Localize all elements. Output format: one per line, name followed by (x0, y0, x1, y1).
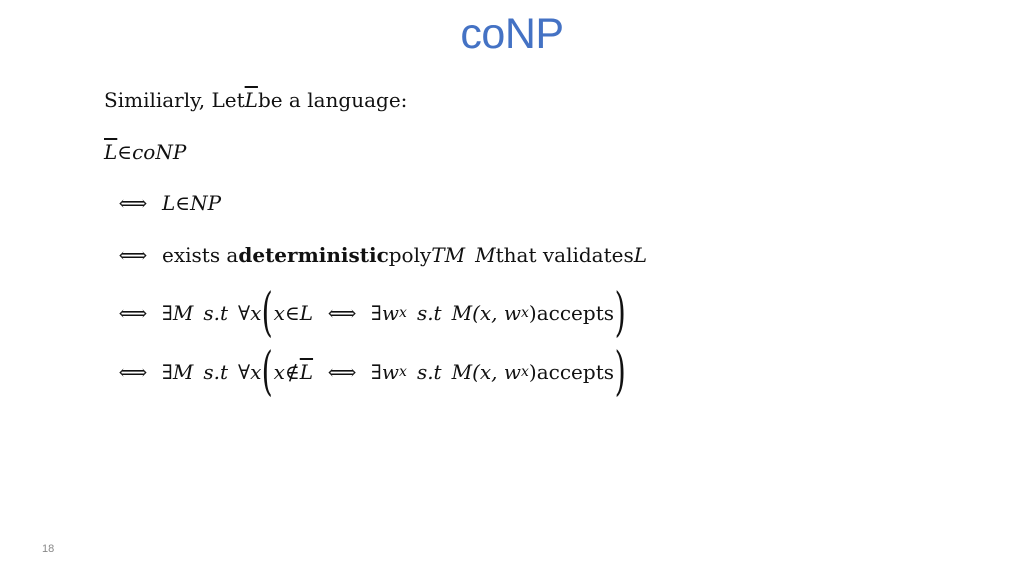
text: exists a (162, 243, 239, 267)
x: x (250, 301, 262, 325)
x: x (250, 360, 262, 384)
forall-symbol: ∀ (238, 301, 251, 325)
not-element-of: ∉ (284, 360, 300, 384)
L: L (162, 191, 176, 215)
exists-symbol: ∃ (162, 301, 173, 325)
left-paren: ( (261, 342, 274, 402)
w-subscript: x (521, 364, 529, 380)
element-of: ∈ (175, 191, 191, 215)
class-np: NP (190, 191, 222, 215)
M-of-x-w: M(x, w (451, 301, 522, 325)
w-subscript: x (521, 305, 529, 321)
close-paren: ) (528, 301, 537, 325)
line-l-in-np (104, 191, 221, 215)
page-number: 18 (42, 543, 55, 555)
element-of: ∈ (284, 301, 300, 325)
iff-arrow: ⟺ (118, 360, 148, 384)
L: L (299, 301, 314, 325)
line-forall-x-notin-Lbar (104, 342, 626, 402)
st: s.t (203, 301, 229, 325)
line-exists-tm (104, 243, 647, 267)
text: Similiarly, Let (104, 88, 245, 112)
accepts: accepts (536, 301, 614, 325)
accepts: accepts (536, 360, 614, 384)
class-conp: coNP (132, 140, 187, 164)
st: s.t (203, 360, 229, 384)
L-bar: $\overline{L}$ (299, 360, 314, 384)
M: M (172, 360, 194, 384)
exists-symbol: ∃ (371, 301, 382, 325)
slide-title: coNP (460, 10, 564, 58)
right-paren: ) (614, 342, 626, 402)
w-subscript: x (399, 364, 407, 380)
exists-symbol: ∃ (162, 360, 173, 384)
text: that validates (495, 243, 634, 267)
iff-arrow: ⟺ (118, 243, 148, 267)
x: x (273, 301, 285, 325)
L-bar: $\overline{L}$ (244, 88, 258, 112)
element-of: ∈ (117, 140, 133, 164)
L-bar: $\overline{L}$ (104, 140, 118, 164)
L: L (633, 243, 648, 267)
st: s.t (416, 360, 442, 384)
close-paren: ) (528, 360, 537, 384)
text: be a language: (257, 88, 408, 112)
w: w (381, 360, 400, 384)
M-of-x-w: M(x, w (451, 360, 522, 384)
line-lbar-in-conp (104, 140, 186, 164)
forall-symbol: ∀ (238, 360, 251, 384)
TM: TM (431, 243, 466, 267)
deterministic-bold: deterministic (238, 243, 389, 267)
w-subscript: x (399, 305, 407, 321)
exists-symbol: ∃ (371, 360, 382, 384)
left-paren: ( (261, 283, 274, 343)
iff-arrow: ⟺ (327, 301, 357, 325)
iff-arrow: ⟺ (118, 191, 148, 215)
M: M (172, 301, 194, 325)
iff-arrow: ⟺ (327, 360, 357, 384)
text: poly (388, 243, 432, 267)
right-paren: ) (614, 283, 626, 343)
line-language-definition (104, 88, 407, 112)
x: x (273, 360, 285, 384)
st: s.t (416, 301, 442, 325)
w: w (381, 301, 400, 325)
M: M (475, 243, 496, 267)
line-forall-x-in-L (104, 283, 626, 343)
iff-arrow: ⟺ (118, 301, 148, 325)
